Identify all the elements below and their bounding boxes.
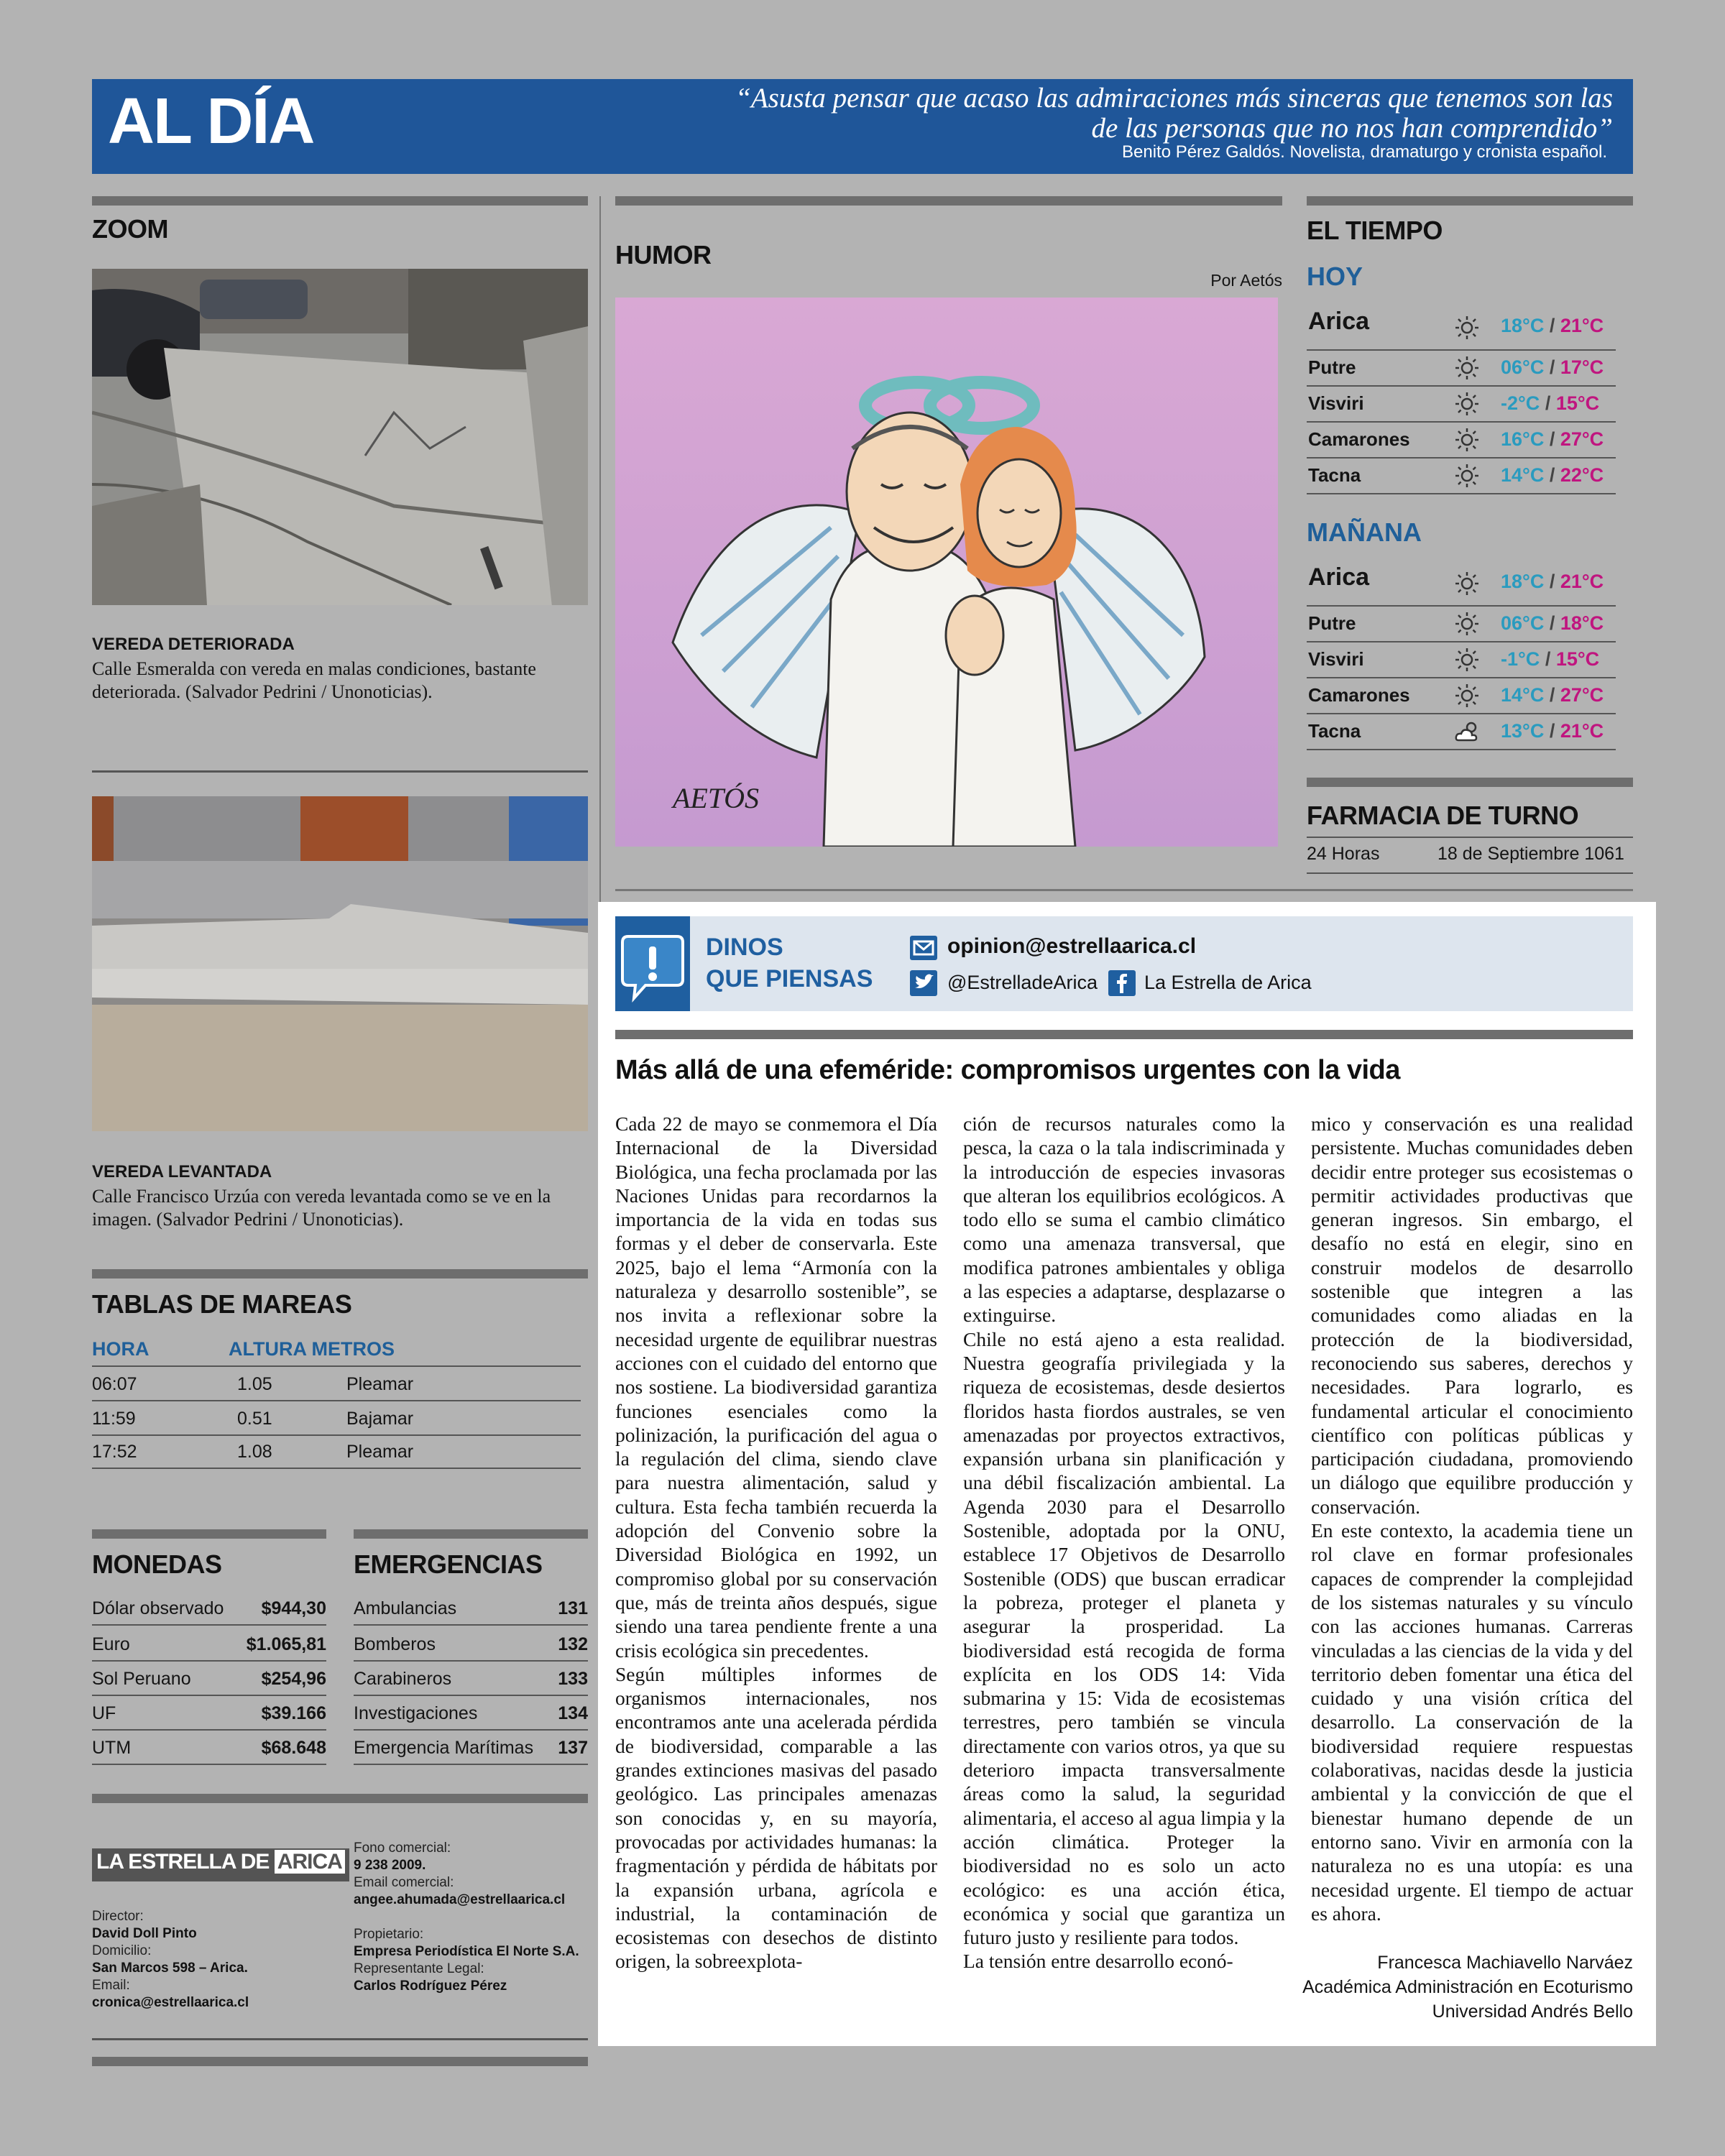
farmacia-line — [1307, 837, 1633, 838]
temp-max: 18°C — [1560, 612, 1604, 634]
article-paragraph: Cada 22 de mayo se conmemora el Día Internacional de la Diversidad Biológica, una fecha proclamada por las Naciones Unidas para recordarnos la importancia de la vida en todas sus formas y el deber de conservarla. Este 2025, bajo el lema “Armonía con la naturaleza y desarrollo sostenible”, se nos invita a reflexionar sobre la necesidad urgente de equilibrar nuestras acciones con el cuidado del entorno que nos sostiene. La biodiversidad garantiza funciones esenciales como la polinización, la purificación del agua o la regulación del clima, siendo clave para nuestra alimentación, salud y cultura. Esta fecha también recuerda la adopción del Convenio sobre la Diversidad Biológica en 1992, un compromiso global por su conservación que, más de treinta años después, sigue siendo una tarea pendiente frente a una crisis ecológica sin precedentes. — [615, 1112, 937, 1662]
photo-vereda-deteriorada — [92, 269, 588, 605]
photo1-caption: Calle Esmeralda con vereda en malas condiciones, bastante deteriorada. (Salvador Pedrini / Unonoticias). — [92, 658, 536, 702]
representante-value: Carlos Rodríguez Pérez — [354, 1978, 507, 1994]
sun-icon — [1454, 571, 1480, 596]
weather-row-putre — [1307, 605, 1616, 642]
currency-value: $1.065,81 — [246, 1634, 326, 1654]
tide-row — [92, 1367, 581, 1401]
currency-value: $68.648 — [261, 1738, 326, 1758]
section-title: AL DÍA — [108, 86, 314, 157]
tide-hora: 17:52 — [92, 1442, 137, 1462]
temp-max: 27°C — [1560, 428, 1604, 450]
email-label: Email: — [92, 1978, 130, 1993]
tide-altura: 0.51 — [237, 1409, 272, 1429]
logo-text-right: ARICA — [275, 1850, 345, 1874]
temp-min: -2°C — [1501, 392, 1540, 414]
article-paragraph: mico y conservación es una realidad persistente. Muchas comunidades deben decidir entre proteger sus ecosistemas o permitir actividades productivas que generan ingresos. Sin embargo, el desafío no está en elegir, sino en construir modelos de desarrollo sostenible que integren a las comunidades como aliadas en la protección de la biodiversidad, reconociendo sus saberes, derechos y necesidades. Para lograrlo, es fundamental articular el conocimiento científico con políticas públicas y participación ciudadana, promoviendo un diálogo que equilibre producción y conservación. — [1311, 1112, 1633, 1518]
temp-max: 22°C — [1560, 464, 1604, 486]
bottom-rule — [92, 2057, 588, 2066]
newspaper-logo — [92, 1848, 349, 1881]
contact-heading-line2: QUE PIENSAS — [706, 965, 873, 992]
temp-max: 21°C — [1560, 720, 1604, 742]
emergency-row — [354, 1696, 588, 1731]
tide-tipo: Bajamar — [346, 1409, 414, 1429]
photo2-caption: Calle Francisco Urzúa con vereda levantada como se ve en la imagen. (Salvador Pedrini / Unonoticias). — [92, 1186, 551, 1230]
weather-city: Visviri — [1308, 392, 1364, 414]
tide-altura: 1.05 — [237, 1374, 272, 1394]
article-paragraph: Chile no está ajeno a esta realidad. Nuestra geografía privilegiada y la riqueza de ecosistemas, desde desiertos floridos hasta fiordos australes, se ven amenazadas por proyectos extractivos, expansión urbana sin planificación y una débil fiscalización ambiental. La Agenda 2030 para el Desarrollo Sostenible, adoptada por la ONU, establece 17 Objetivos de Desarrollo Sostenible (ODS) que buscan erradicar la pobreza, proteger el planeta y asegurar la prosperidad. La biodiversidad está recogida de forma explícita en los ODS 14: Vida submarina y 15: Vida de ecosistemas terrestres, pero también se vincula directamente con varios otros, ya que su deterioro impacta transversalmente áreas como la salud, la seguridad alimentaria, el acceso al agua limpia y la acción climática. Proteger la biodiversidad no es solo un acto ecológico: es una acción ética, económica y social que garantiza un futuro justo y resiliente para todos. — [963, 1327, 1285, 1949]
weather-city: Tacna — [1308, 720, 1361, 742]
emergency-number: 137 — [558, 1738, 588, 1758]
contact-twitter[interactable]: @EstrelladeArica — [947, 972, 1098, 993]
temp-max: 15°C — [1555, 648, 1600, 670]
weather-row-arica — [1307, 561, 1616, 607]
farmacia-hours: 24 Horas — [1307, 844, 1380, 864]
currency-name: UF — [92, 1703, 116, 1723]
weather-temps: 18°C / 21°C — [1501, 315, 1604, 336]
weather-temps: 14°C / 22°C — [1501, 464, 1604, 486]
author-organization: Universidad Andrés Bello — [1432, 2001, 1633, 2022]
quote-author: Benito Pérez Galdós. Novelista, dramaturgo y cronista español. — [1121, 142, 1607, 162]
tide-tipo: Pleamar — [346, 1374, 414, 1394]
emergency-row — [354, 1662, 588, 1696]
weather-temps: 06°C / 18°C — [1501, 612, 1604, 634]
emergency-number: 133 — [558, 1669, 588, 1689]
article-column-2 — [963, 1112, 1285, 1973]
author-name: Francesca Machiavello Narváez — [1377, 1953, 1633, 1973]
article-paragraph: En este contexto, la academia tiene un rol clave en formar profesionales capaces de comprender la complejidad de los sistemas naturales y su vínculo con las acciones humanas. Carreras vinculadas a las ciencias de la vida y del territorio deben fomentar una ética del cuidado y una visión crítica del desarrollo. La conservación de la biodiversidad requiere respuestas colaborativas, nacidas desde la justicia ambiental y la convicción de que el bienestar humano depende de un entorno sano. Vivir en armonía con la naturaleza no es una utopía: es una necesidad urgente. El tiempo de actuar es ahora. — [1311, 1519, 1633, 1925]
weather-temps: 18°C / 21°C — [1501, 571, 1604, 592]
farmacia-bottom-line — [1307, 872, 1633, 874]
humor-credit: Por Aetós — [1210, 271, 1282, 290]
currency-value: $944,30 — [261, 1598, 326, 1618]
weather-city: Arica — [1308, 563, 1370, 591]
tide-hora: 11:59 — [92, 1409, 136, 1429]
temp-min: 14°C — [1501, 464, 1545, 486]
emergency-name: Investigaciones — [354, 1703, 478, 1723]
tide-hora: 06:07 — [92, 1374, 137, 1394]
masthead-bottom-line — [92, 2038, 588, 2040]
currency-name: Euro — [92, 1634, 130, 1654]
currency-value: $39.166 — [261, 1703, 326, 1723]
domicilio-value: San Marcos 598 – Arica. — [92, 1961, 248, 1976]
temp-min: 14°C — [1501, 684, 1545, 706]
currency-name: Dólar observado — [92, 1598, 224, 1618]
zoom-title: ZOOM — [92, 214, 168, 244]
header-quote — [571, 83, 1613, 144]
tides-col-hora: HORA — [92, 1338, 150, 1360]
propietario-label: Propietario: — [354, 1927, 424, 1942]
email-comercial-label: Email comercial: — [354, 1875, 454, 1890]
director-name: David Doll Pinto — [92, 1926, 197, 1941]
sun-icon — [1454, 355, 1480, 381]
contact-email[interactable]: opinion@estrellaarica.cl — [947, 934, 1197, 958]
author-role: Académica Administración en Ecoturismo — [1302, 1977, 1633, 1997]
currency-value: $254,96 — [261, 1669, 326, 1689]
propietario-value: Empresa Periodística El Norte S.A. — [354, 1944, 579, 1959]
temp-min: 16°C — [1501, 428, 1545, 450]
monedas-rule — [92, 1529, 326, 1539]
emergency-name: Bomberos — [354, 1634, 436, 1654]
tides-title: TABLAS DE MAREAS — [92, 1289, 352, 1319]
tide-altura: 1.08 — [237, 1442, 272, 1462]
weather-row-putre — [1307, 349, 1616, 387]
tide-tipo: Pleamar — [346, 1442, 414, 1462]
email-value: cronica@estrellaarica.cl — [92, 1995, 249, 2010]
emergencias-title: EMERGENCIAS — [354, 1549, 543, 1579]
contact-heading — [706, 931, 873, 995]
weather-temps: -2°C / 15°C — [1501, 392, 1600, 414]
logo-text-left: LA ESTRELLA DE — [96, 1850, 270, 1874]
weather-row-camarones — [1307, 421, 1616, 459]
farmacia-address: 18 de Septiembre 1061 — [1438, 844, 1624, 864]
tide-row — [92, 1434, 581, 1469]
article-paragraph: La tensión entre desarrollo econó- — [963, 1950, 1233, 1973]
temp-min: 13°C — [1501, 720, 1545, 742]
fono-label: Fono comercial: — [354, 1841, 451, 1856]
masthead-left — [92, 1908, 336, 2012]
fono-value: 9 238 2009. — [354, 1858, 426, 1873]
photo1-title: VEREDA DETERIORADA — [92, 635, 295, 654]
weather-city: Putre — [1308, 612, 1356, 634]
article-signature — [1302, 1950, 1633, 2024]
contact-facebook[interactable]: La Estrella de Arica — [1144, 972, 1312, 993]
article-rule — [615, 1030, 1633, 1039]
quote-line-1: “Asusta pensar que acaso las admiraciones más sinceras que tenemos son las — [735, 83, 1613, 114]
email-icon — [910, 936, 937, 960]
currency-row — [92, 1627, 326, 1662]
weather-city: Visviri — [1308, 648, 1364, 670]
sun-icon — [1454, 647, 1480, 673]
weather-rule — [1307, 196, 1633, 206]
masthead-rule — [92, 1794, 588, 1803]
temp-min: -1°C — [1501, 648, 1540, 670]
weather-tomorrow-label: MAÑANA — [1307, 517, 1422, 547]
weather-title: EL TIEMPO — [1307, 216, 1443, 245]
article-column-3 — [1311, 1112, 1633, 1925]
quote-line-2: de las personas que no nos han comprendido” — [1091, 113, 1613, 144]
weather-city: Camarones — [1308, 428, 1410, 450]
emergency-row — [354, 1627, 588, 1662]
emergency-number: 132 — [558, 1634, 588, 1654]
photo2-title: VEREDA LEVANTADA — [92, 1162, 272, 1181]
weather-row-arica — [1307, 305, 1616, 351]
zoom-rule — [92, 196, 588, 206]
humor-rule — [615, 196, 1282, 206]
masthead-right — [354, 1840, 591, 1995]
weather-temps: -1°C / 15°C — [1501, 648, 1600, 670]
weather-temps: 13°C / 21°C — [1501, 720, 1604, 742]
weather-row-visviri — [1307, 641, 1616, 678]
currency-row — [92, 1662, 326, 1696]
sun-icon — [1454, 463, 1480, 489]
facebook-icon — [1108, 970, 1136, 996]
emergency-name: Carabineros — [354, 1669, 452, 1689]
representante-label: Representante Legal: — [354, 1961, 484, 1976]
humor-bottom-line — [615, 889, 1633, 891]
weather-row-camarones — [1307, 677, 1616, 714]
sun-icon — [1454, 427, 1480, 453]
emergencias-rule — [354, 1529, 588, 1539]
sun-icon — [1454, 315, 1480, 341]
weather-row-tacna — [1307, 713, 1616, 750]
temp-min: 06°C — [1501, 356, 1545, 378]
temp-min: 18°C — [1501, 571, 1545, 592]
temp-max: 27°C — [1560, 684, 1604, 706]
tide-row — [92, 1401, 581, 1436]
speech-bubble-icon — [615, 916, 690, 1011]
currency-row — [92, 1696, 326, 1731]
temp-min: 06°C — [1501, 612, 1545, 634]
article-paragraph: ción de recursos naturales como la pesca, la caza o la tala indiscriminada y la introducción de especies invasoras que alteran los equilibrios ecológicos. A todo ello se suma el cambio climático como una amenaza transversal, que modifica patrones ambientales y obliga a las especies a adaptarse, desplazarse o extinguirse. — [963, 1112, 1285, 1327]
cloud-sun-icon — [1454, 719, 1480, 745]
photo-vereda-levantada — [92, 796, 588, 1131]
cartoon-angels — [615, 298, 1278, 847]
contact-heading-line1: DINOS — [706, 934, 783, 961]
cartoon-signature: AETÓS — [673, 782, 759, 814]
weather-row-tacna — [1307, 457, 1616, 494]
tides-col-altura: ALTURA METROS — [229, 1338, 395, 1360]
article-title: Más allá de una efeméride: compromisos urgentes con la vida — [615, 1055, 1400, 1085]
temp-max: 17°C — [1560, 356, 1604, 378]
emergency-row — [354, 1731, 588, 1765]
weather-city: Putre — [1308, 356, 1356, 378]
emergency-number: 131 — [558, 1598, 588, 1618]
sun-icon — [1454, 611, 1480, 637]
sun-icon — [1454, 391, 1480, 417]
emergency-name: Ambulancias — [354, 1598, 457, 1618]
twitter-icon — [910, 970, 937, 996]
article-paragraph: Según múltiples informes de organismos internacionales, nos encontramos ante una acelerada pérdida de biodiversidad, comparable a las grandes extinciones masivas del pasado geológico. Las principales amenazas son conocidas y, en su mayoría, provocadas por actividades humanas: la fragmentación y pérdida de hábitats por la expansión urbana, agrícola e industrial, la contaminación de ecosistemas con desechos de distinto origen, la sobreexplota- — [615, 1662, 937, 1973]
temp-min: 18°C — [1501, 315, 1545, 336]
weather-city: Arica — [1308, 308, 1370, 335]
zoom-divider — [92, 770, 588, 773]
currency-name: UTM — [92, 1738, 132, 1758]
email-comercial-value: angee.ahumada@estrellaarica.cl — [354, 1892, 566, 1907]
director-label: Director: — [92, 1909, 144, 1924]
monedas-title: MONEDAS — [92, 1549, 222, 1579]
emergency-name: Emergencia Marítimas — [354, 1738, 534, 1758]
farmacia-title: FARMACIA DE TURNO — [1307, 801, 1579, 830]
weather-today-label: HOY — [1307, 262, 1363, 291]
domicilio-label: Domicilio: — [92, 1943, 152, 1958]
weather-temps: 16°C / 27°C — [1501, 428, 1604, 450]
emergency-row — [354, 1591, 588, 1626]
temp-max: 21°C — [1560, 571, 1604, 592]
weather-city: Tacna — [1308, 464, 1361, 486]
humor-title: HUMOR — [615, 240, 712, 270]
sun-icon — [1454, 683, 1480, 709]
temp-max: 15°C — [1555, 392, 1600, 414]
temp-max: 21°C — [1560, 315, 1604, 336]
currency-name: Sol Peruano — [92, 1669, 191, 1689]
currency-row — [92, 1591, 326, 1626]
weather-temps: 06°C / 17°C — [1501, 356, 1604, 378]
article-column-1 — [615, 1112, 937, 1973]
tides-rule — [92, 1269, 588, 1279]
weather-temps: 14°C / 27°C — [1501, 684, 1604, 706]
currency-row — [92, 1731, 326, 1765]
weather-row-visviri — [1307, 385, 1616, 423]
weather-city: Camarones — [1308, 684, 1410, 706]
farmacia-rule — [1307, 778, 1633, 787]
emergency-number: 134 — [558, 1703, 588, 1723]
